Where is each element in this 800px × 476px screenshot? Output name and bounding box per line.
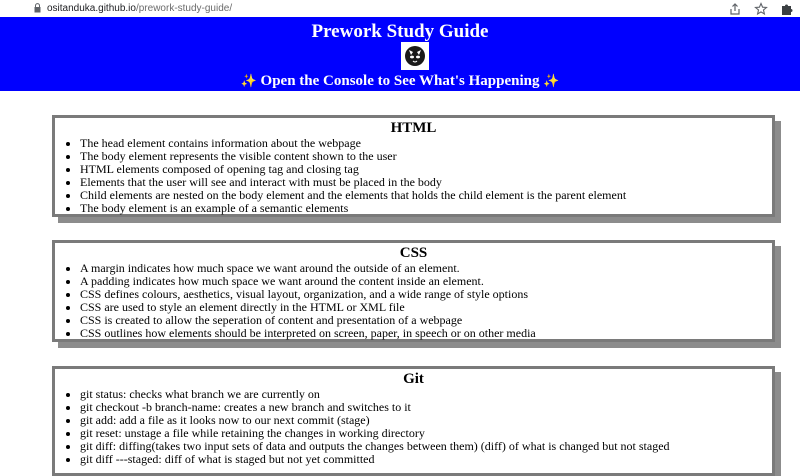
- extensions-icon[interactable]: [780, 2, 794, 16]
- notes-list: [55, 388, 772, 466]
- list-item: • A margin indicates how much space we want around the outside of an element.: [80, 262, 772, 275]
- section-title: CSS: [399, 245, 428, 261]
- page-header: [0, 17, 800, 91]
- list-item: • git diff ---staged: diff of what is staged but not yet committed: [80, 453, 772, 466]
- list-item: • CSS outlines how elements should be interpreted on screen, paper, in speech or on other media: [80, 327, 772, 340]
- star-icon[interactable]: [754, 2, 768, 16]
- lock-icon: [34, 3, 41, 13]
- list-item: • HTML elements composed of opening tag and closing tag: [80, 163, 772, 176]
- sparkle-icon: ✨: [543, 74, 560, 89]
- console-hint-text: Open the Console to See What's Happening: [260, 73, 540, 89]
- list-item: • git status: checks what branch we are currently on: [80, 388, 772, 401]
- cat-avatar: [401, 42, 429, 70]
- list-item: • Child elements are nested on the body element and the elements that holds the child element is the parent element: [80, 189, 772, 202]
- notes-list: [55, 262, 772, 340]
- section-title: HTML: [390, 120, 437, 136]
- list-item: • CSS are used to style an element directly in the HTML or XML file: [80, 301, 772, 314]
- list-item: • git add: add a file as it looks now to our next commit (stage): [80, 414, 772, 427]
- list-item: • CSS defines colours, aesthetics, visual layout, organization, and a wide range of style options: [80, 288, 772, 301]
- html-section: [52, 115, 775, 217]
- browser-address-bar[interactable]: [0, 0, 800, 18]
- list-item: • A padding indicates how much space we want around the content inside an element.: [80, 275, 772, 288]
- list-item: • git checkout -b branch-name: creates a new branch and switches to it: [80, 401, 772, 414]
- url-path: /prework-study-guide/: [135, 3, 233, 14]
- list-item: • Elements that the user will see and interact with must be placed in the body: [80, 176, 772, 189]
- notes-list: [55, 137, 772, 215]
- console-hint: [0, 72, 800, 91]
- list-item: • git reset: unstage a file while retaining the changes in working directory: [80, 427, 772, 440]
- css-section: [52, 240, 775, 342]
- share-icon[interactable]: [728, 2, 742, 16]
- section-title: Git: [403, 371, 424, 387]
- git-section: [52, 366, 775, 476]
- list-item: • The body element is an example of a semantic elements: [80, 202, 772, 215]
- list-item: • The head element contains information about the webpage: [80, 137, 772, 150]
- sparkle-icon: ✨: [240, 74, 257, 89]
- list-item: • CSS is created to allow the seperation of content and presentation of a webpage: [80, 314, 772, 327]
- list-item: • git diff: diffing(takes two input sets of data and outputs the changes between them) (diff) of what is changed but not staged: [80, 440, 772, 453]
- url-text[interactable]: [47, 2, 232, 15]
- list-item: • The body element represents the visible content shown to the user: [80, 150, 772, 163]
- page-title: Prework Study Guide: [311, 21, 489, 42]
- url-host: ositanduka.github.io: [47, 3, 136, 14]
